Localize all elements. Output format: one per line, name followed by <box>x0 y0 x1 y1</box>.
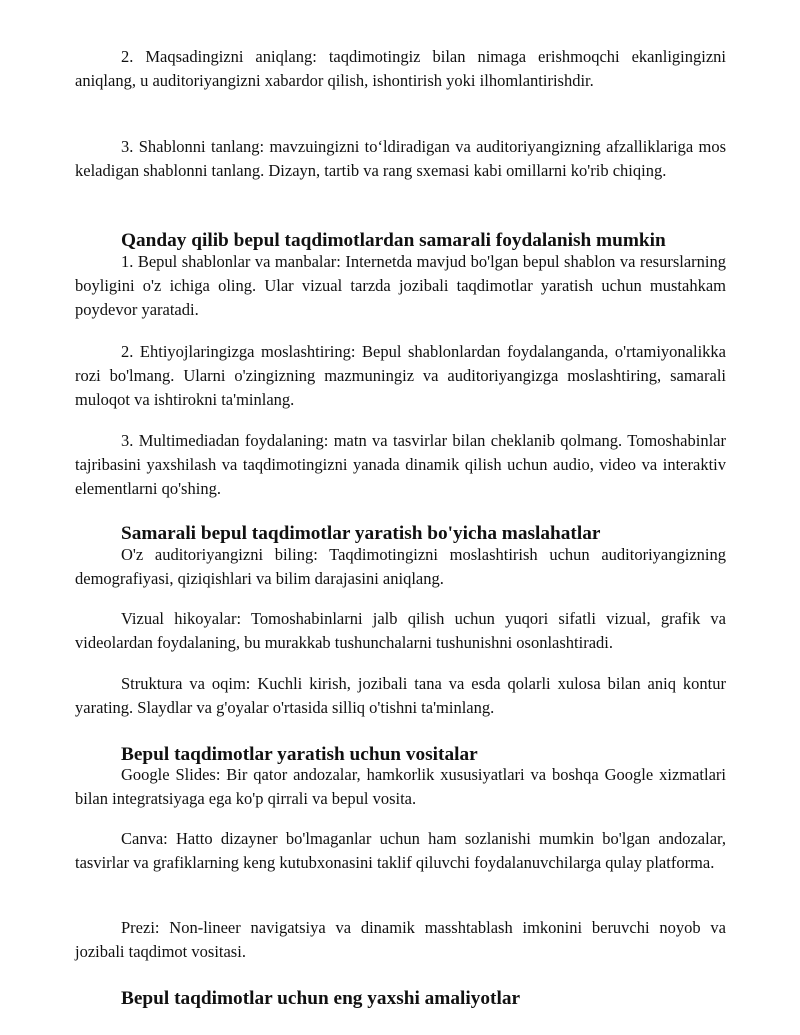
paragraph-customize: 2. Ehtiyojlaringizga moslashtiring: Bepul shablonlardan foydalanganda, o'rtamiyonalikka rozi bo'lmang. Ularni o'zingizning mazmuningiz va auditoriyangizga moslashtiring, samarali muloqot va ishtirokni ta'minlang. <box>75 342 726 409</box>
paragraph-template: 3. Shablonni tanlang: mavzuingizni toʻldiradigan va auditoriyangizning afzalliklariga mos keladigan shablonni tanlang. Dizayn, tartib va rang sxemasi kabi omillarni ko'rib chiqing. <box>75 137 726 180</box>
paragraph-google-slides: Google Slides: Bir qator andozalar, hamkorlik xususiyatlari va boshqa Google xizmatlari bilan integratsiyaga ega ko'p qirrali va bepul vosita. <box>75 765 726 808</box>
paragraph-free-templates: 1. Bepul shablonlar va manbalar: Internetda mavjud bo'lgan bepul shablon va resurslarning boyligini o'z ichiga oling. Ular vizual tarzda jozibali taqdimotlar yaratish uchun mustahkam poydevor yaratadi. <box>75 252 726 319</box>
paragraph-canva: Canva: Hatto dizayner bo'lmaganlar uchun ham sozlanishi mumkin bo'lgan andozalar, tasvirlar va grafiklarning keng kutubxonasini taklif qiluvchi foydalanuvchilarga qulay platforma. <box>75 829 726 872</box>
paragraph-structure: Struktura va oqim: Kuchli kirish, jozibali tana va esda qolarli xulosa bilan aniq kontur yarating. Slaydlar va g'oyalar o'rtasida silliq o'tishni ta'minlang. <box>75 674 726 717</box>
paragraph-prezi: Prezi: Non-lineer navigatsiya va dinamik masshtablash imkonini beruvchi noyob va jozibali taqdimot vositasi. <box>75 918 726 961</box>
paragraph-goal: 2. Maqsadingizni aniqlang: taqdimotingiz bilan nimaga erishmoqchi ekanligingizni aniqlang, u auditoriyangizni xabardor qilish, ishontirish yoki ilhomlantirishdir. <box>75 47 726 90</box>
section-heading-usage: Qanday qilib bepul taqdimotlardan samarali foydalanish mumkin <box>121 230 666 251</box>
section-heading-tools: Bepul taqdimotlar yaratish uchun vositalar <box>121 744 478 765</box>
section-heading-best-practices: Bepul taqdimotlar uchun eng yaxshi amaliyotlar <box>121 988 521 1009</box>
paragraph-audience: O'z auditoriyangizni biling: Taqdimotingizni moslashtirish uchun auditoriyangizning demografiyasi, qiziqishlari va bilim darajasini aniqlang. <box>75 545 726 588</box>
paragraph-multimedia: 3. Multimediadan foydalaning: matn va tasvirlar bilan cheklanib qolmang. Tomoshabinlar tajribasini yaxshilash va taqdimotingizni yanada dinamik qilish uchun audio, video va interaktiv elementlarni qo'shing. <box>75 431 726 498</box>
section-heading-tips: Samarali bepul taqdimotlar yaratish bo'yicha maslahatlar <box>121 523 601 544</box>
paragraph-visual-stories: Vizual hikoyalar: Tomoshabinlarni jalb qilish uchun yuqori sifatli vizual, grafik va videolardan foydalaning, bu murakkab tushunchalarni tushunishni osonlashtiradi. <box>75 609 726 652</box>
